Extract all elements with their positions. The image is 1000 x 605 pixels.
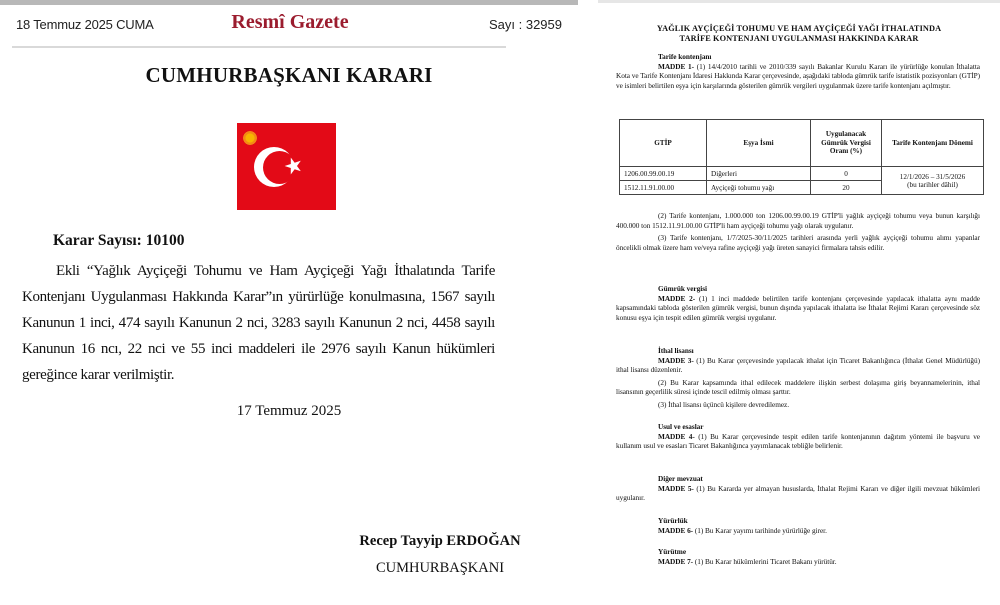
article-4: Usul ve esaslar MADDE 4- (1) Bu Karar çerçevesinde tespit edilen tarife kontenjanının dağıtım yöntemi ile başvuru ve kullanım usul ve esasları Ticaret Bakanlığınca yayımlanacak tebliğle belirlenir. [616, 422, 980, 451]
decision-number: Karar Sayısı: 10100 [53, 232, 185, 249]
article-1-cont: (2) Tarife kontenjanı, 1.000.000 ton 1206.00.99.00.19 GTİP'li yağlık ayçiçeği tohumu veya bunun karşılığı 400.000 ton 1512.11.91.00.00 GTİP'li ham ayçiçeği tohumu yağı olarak uygulanır. (3) Tarife kontenjanı, 1/7/2025-30/11/2025 tarihleri arasında yerli yağlık ayçiçeği tohumu alımı yapanlar öncelikli olmak üzere ham ve/veya rafine ayçiçeği yağı üreten sanayici firmalara tahsis edilir. [616, 211, 980, 252]
decision-body: Ekli “Yağlık Ayçiçeği Tohumu ve Ham Ayçiçeği Yağı İthalatında Tarife Kontenjanı Uygulanması Hakkında Karar”ın yürürlüğe konulmasına, 1567 sayılı Kanunun 1 inci, 474 sayılı Kanunun 2 nci, 3283 sayılı Kanunun 2 nci, 4458 sayılı Kanunun 16 ncı, 22 nci ve 55 inci maddeleri ile 2976 sayılı Kanun hükümleri gereğince karar verilmiştir. [22, 263, 495, 383]
rate-cell: 0 [811, 167, 882, 181]
top-bar [0, 0, 578, 5]
annex-title: YAĞLIK AYÇİÇEĞİ TOHUMU VE HAM AYÇİÇEĞİ YAĞI İTHALATINDA TARİFE KONTENJANI UYGULANMASI HAKKINDA KARAR [656, 24, 942, 43]
issue-number: Sayı : 32959 [489, 17, 562, 32]
column-header: Tarife Kontenjanı Dönemi [882, 120, 984, 167]
signer-title: CUMHURBAŞKANI [375, 560, 505, 576]
presidential-sun-icon [243, 131, 257, 145]
article-2: Gümrük vergisi MADDE 2- (1) 1 inci maddede belirtilen tarife kontenjanı çerçevesinde yapılacak ithalatta aynı madde kapsamındaki tabloda gösterilen gümrük vergisi, bunun dışında yapılacak ithalatta ise İthalat Rejimi Kararı çerçevesinde söz konusu eşya için tespit edilen gümrük vergisi uygulanır. [616, 284, 980, 322]
decision-annex-page [598, 0, 1000, 605]
article-5: Diğer mevzuat MADDE 5- (1) Bu Kararda yer almayan hususlarda, İthalat Rejimi Kararı ve diğer ilgili mevzuat hükümleri uygulanır. [616, 474, 980, 503]
decision-date: 17 Temmuz 2025 [236, 403, 342, 419]
column-header: GTİP [620, 120, 707, 167]
item-name-cell: Ayçiçeği tohumu yağı [707, 181, 811, 195]
gtip-cell: 1206.00.99.00.19 [620, 167, 707, 181]
page-gap [578, 0, 598, 605]
tariff-quota-table [619, 119, 984, 195]
table-row [620, 167, 984, 181]
top-bar [598, 0, 1000, 3]
item-name-cell: Diğerleri [707, 167, 811, 181]
gtip-cell: 1512.11.91.00.00 [620, 181, 707, 195]
period-cell: 12/1/2026 – 31/5/2026 (bu tarihler dâhil) [882, 167, 984, 195]
gazette-date: 18 Temmuz 2025 CUMA [16, 17, 154, 32]
article-3: İthal lisansı MADDE 3- (1) Bu Karar çerçevesinde yapılacak ithalat için Ticaret Bakanlığınca (İthalat Genel Müdürlüğü) ithal lisansı düzenlenir. (2) Bu Karar kapsamında ithal edilecek maddelere ilişkin serbest dolaşıma giriş beyannamelerinin, ithal lisansının geçerlilik süresi içinde tescil edilmiş olması şarttır. (3) İthal lisansı üçüncü kişilere devredilemez. [616, 346, 980, 409]
column-header: Eşya İsmi [707, 120, 811, 167]
signer-name: Recep Tayyip ERDOĞAN [359, 533, 521, 549]
page-title: CUMHURBAŞKANI KARARI [145, 63, 433, 87]
rate-cell: 20 [811, 181, 882, 195]
turkish-flag-icon [237, 123, 336, 210]
article-7: Yürütme MADDE 7- (1) Bu Karar hükümlerini Ticaret Bakanı yürütür. [658, 547, 837, 566]
star-icon: ★ [280, 151, 307, 182]
gazette-name: Resmî Gazete [231, 11, 349, 33]
article-6: Yürürlük MADDE 6- (1) Bu Karar yayımı tarihinde yürürlüğe girer. [658, 516, 827, 535]
column-header: Uygulanacak Gümrük Vergisi Oranı (%) [811, 120, 882, 167]
article-1: Tarife kontenjanı MADDE 1- (1) 14/4/2010 tarihli ve 2010/339 sayılı Bakanlar Kurulu Kararı ile yürürlüğe konulan İthalatta Kota ve Tarife Kontenjanı İdaresi Hakkında Karar çerçevesinde, aşağıdaki tabloda gümrük tarife istatistik pozisyonları (GTİP) ve isimleri belirtilen eşya için karşılarında gösterilen gümrük vergileri uygulanmak üzere tarife kontenjanı açılmıştır. [616, 52, 980, 90]
header-divider [12, 46, 506, 48]
